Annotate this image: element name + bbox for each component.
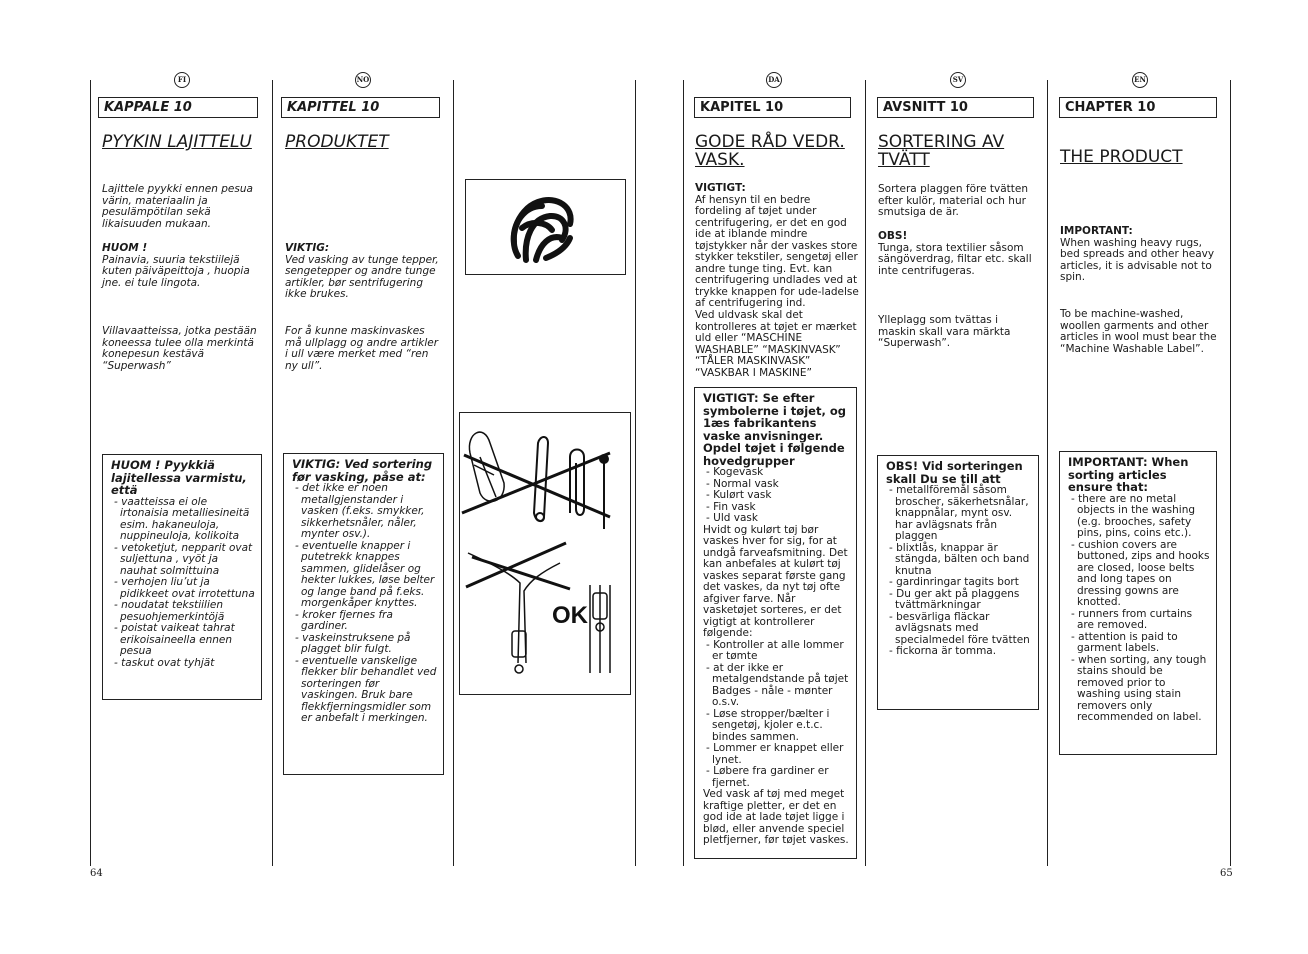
closed-zipper-icon xyxy=(590,585,610,673)
sorting-box-sv xyxy=(877,455,1039,710)
box-heading-fi: HUOM ! Pyykkiä lajitellessa varmistu, että xyxy=(111,458,247,497)
list-item: - kroker fjernes fra gardiner. xyxy=(292,610,437,633)
language-badge-en: EN xyxy=(1132,72,1148,88)
pin-icon xyxy=(600,455,608,529)
list-item: - cushion covers are buttoned, zips and hooks are closed, loose belts and long tapes on dressing gowns are knotted. xyxy=(1068,540,1210,609)
list-item: - fickorna är tomma. xyxy=(886,646,1032,658)
sorting-box-no xyxy=(283,453,444,775)
note-heading-da: VIGTIGT: xyxy=(695,182,746,194)
note-heading-sv: OBS! xyxy=(878,230,908,242)
divider-line xyxy=(635,80,636,866)
divider-line xyxy=(272,80,273,866)
wool-text-no: For å kunne maskinvaskes må ullplagg og andre artikler i ull være merket med “ren ny ull”. xyxy=(285,325,439,372)
chapter-heading-no: KAPITTEL 10 xyxy=(281,97,440,118)
chapter-heading-sv: AVSNITT 10 xyxy=(877,97,1034,118)
brooch-icon xyxy=(469,432,504,501)
note-sv xyxy=(878,231,1040,277)
list-item: - Fin vask xyxy=(703,502,850,514)
wool-text-da: Ved uldvask skal det kontrolleres at tøjet er mærket uld eller “MASCHINE WASHABLE” “MASKINVASK” “TÅLER MASKINVASK” “VASKBAR I MASKINE” xyxy=(695,309,857,379)
note-fi xyxy=(102,243,264,289)
note-text-sv: Tunga, stora textilier såsom sängöverdrag, filtar etc. skall inte centrifugeras. xyxy=(878,241,1032,277)
list-item: - there are no metal objects in the washing (e.g. brooches, safety pins, pins, coins etc.). xyxy=(1068,494,1210,540)
list-item: - Normal vask xyxy=(703,479,850,491)
list-item: - eventuelle vanskelige flekker blir behandlet ved sorteringen før vaskingen. Bruk bare flekkfjerningsmidler som er anbefalt i merkingen. xyxy=(292,656,437,725)
list-item: - vaatteissa ei ole irtonaisia metalliesineitä esim. hakaneuloja, nuppineuloja, kolikoita xyxy=(111,497,255,543)
list-item: - Uld vask xyxy=(703,513,850,525)
box-heading-sv: OBS! Vid sorteringen skall Du se till att xyxy=(886,459,1023,486)
box-closing-da: Ved vask af tøj med meget kraftige pletter, er det en god ide at lade tøjet ligge i blød, eller anvende speciel pletfjerner, før tøjet vaskes. xyxy=(703,788,849,846)
wool-text-sv: Ylleplagg som tvättas i maskin skall vara märkta “Superwash”. xyxy=(878,314,1011,349)
list-item: - attention is paid to garment labels. xyxy=(1068,632,1210,655)
sorting-box-da xyxy=(694,387,857,859)
section-title-sv: SORTERING AV TVÄTT xyxy=(878,132,1005,170)
intro-text-sv: Sortera plaggen före tvätten efter kulör, material och hur smutsiga de är. xyxy=(878,183,1028,218)
note-heading-fi: HUOM ! xyxy=(102,242,148,254)
list-item: - vetoketjut, nepparit ovat suljettuna , vyöt ja nauhat solmittuina xyxy=(111,543,255,578)
divider-line xyxy=(1230,80,1231,866)
language-badge-sv: SV xyxy=(950,72,966,88)
box-heading-no: VIKTIG: Ved sortering før vasking, påse at: xyxy=(292,457,433,484)
list-item: - taskut ovat tyhjät xyxy=(111,658,255,670)
chapter-heading-en: CHAPTER 10 xyxy=(1059,97,1217,118)
list-item: - Kulørt vask xyxy=(703,490,850,502)
chapter-heading-da: KAPITEL 10 xyxy=(694,97,851,118)
list-item: - vaskeinstruksene på plagget blir fulgt. xyxy=(292,633,437,656)
list-item: - metallföremål såsom broscher, säkerhetsnålar, knappnålar, mynt osv. har avlägsnats från plaggen xyxy=(886,485,1032,543)
box-paragraph-da: Hvidt og kulørt tøj bør vaskes hver for sig, for at undgå farveafsmitning. Det kan anbefales at kulørt tøj vaskes separat første gang det vaskes, da nyt tøj ofte afgiver farve. Når vasketøjet sorteres, er det vigtigt at kontrollerer følgende: xyxy=(703,523,848,639)
sorting-illustration-frame xyxy=(459,412,631,695)
wool-text-fi: Villavaatteissa, jotka pestään koneessa tulee olla merkintä konepesun kestävä “Superwash” xyxy=(102,325,257,372)
sorting-illustration xyxy=(460,413,630,694)
section-title-no: PRODUKTET xyxy=(285,132,389,152)
list-item: - det ikke er noen metallgjenstander i vasken (f.eks. smykker, sikkerhetsnåler, nåler, mynter osv.). xyxy=(292,483,437,541)
ok-label: OK xyxy=(552,602,588,629)
note-text-da: Af hensyn til en bedre fordeling af tøjet under centrifugering, er det en god ide at iblande mindre tøjstykker når der vaskes store stykker tekstiler, sengetøj eller andre tunge ting. Evt. kan centrifugering undlades ved at trykke knappen for ude-ladelse af centrifugering ind. xyxy=(695,193,859,309)
list-item: - Løbere fra gardiner er fjernet. xyxy=(703,766,850,789)
wool-text-en: To be machine-washed, woollen garments and other articles in wool must bear the “Machine Washable Label”. xyxy=(1060,308,1217,355)
list-item: - Løse stropper/bælter i sengetøj, kjoler e.t.c. bindes sammen. xyxy=(703,709,850,744)
divider-line xyxy=(865,80,866,866)
list-item: - at der ikke er metalgendstande på tøjet Badges - nåle - mønter o.s.v. xyxy=(703,663,850,709)
intro-text-fi: Lajittele pyykki ennen pesua värin, materiaalin ja pesulämpötilan sekä likaisuuden mukaan. xyxy=(102,183,253,230)
page-number-right: 65 xyxy=(1220,868,1233,879)
note-text-fi: Painavia, suuria tekstiilejä kuten päiväpeittoja , huopia jne. ei tule lingota. xyxy=(102,253,250,289)
sorting-box-en xyxy=(1059,451,1217,755)
divider-line xyxy=(683,80,684,866)
list-item: - verhojen liu’ut ja pidikkeet ovat irrotettuna xyxy=(111,577,255,600)
note-heading-en: IMPORTANT: xyxy=(1060,225,1133,237)
note-en xyxy=(1060,226,1222,284)
list-item: - noudatat tekstiilien pesuohjemerkintöjä xyxy=(111,600,255,623)
divider-line xyxy=(1047,80,1048,866)
section-title-da: GODE RÅD VEDR. VASK. xyxy=(695,132,845,170)
list-item: - besvärliga fläckar avlägsnats med specialmedel före tvätten xyxy=(886,612,1032,647)
divider-line xyxy=(90,80,91,866)
list-item: - Kontroller at alle lommer er tømte xyxy=(703,640,850,663)
list-item: - Kogevask xyxy=(703,467,850,479)
page-number-left: 64 xyxy=(90,868,103,879)
list-item: - runners from curtains are removed. xyxy=(1068,609,1210,632)
note-da xyxy=(695,183,859,310)
language-badge-no: NO xyxy=(355,72,371,88)
list-item: - Lommer er knappet eller lynet. xyxy=(703,743,850,766)
list-item: - blixtlås, knappar är stängda, bälten och band knutna xyxy=(886,543,1032,578)
box-heading-en: IMPORTANT: When sorting articles ensure that: xyxy=(1068,455,1189,494)
box-heading-da: VIGTIGT: Se efter symbolerne i tøjet, og 1æs fabrikantens vaske anvisninger. Opdel tøjet i følgende hovedgrupper xyxy=(703,391,846,468)
sorting-box-fi xyxy=(102,454,262,700)
note-heading-no: VIKTIG: xyxy=(285,242,330,254)
note-text-en: When washing heavy rugs, bed spreads and other heavy articles, it is advisable not to spin. xyxy=(1060,236,1215,283)
section-title-fi: PYYKIN LAJITTELU xyxy=(102,132,252,152)
list-item: - poistat vaikeat tahrat erikoisaineella ennen pesua xyxy=(111,623,255,658)
list-item: - eventuelle knapper i putetrekk knappes sammen, glidelåser og hekter lukkes, løse belter og lange band på f.eks. morgenkåper knyttes. xyxy=(292,541,437,610)
list-item: - when sorting, any tough stains should be removed prior to washing using stain removers only recommended on label. xyxy=(1068,655,1210,724)
note-text-no: Ved vasking av tunge tepper, sengetepper og andre tunge artikler, bør sentrifugering ikke brukes. xyxy=(285,253,439,300)
language-badge-da: DA xyxy=(766,72,782,88)
list-item: - gardinringar tagits bort xyxy=(886,577,1032,589)
divider-line xyxy=(453,80,454,866)
language-badge-fi: FI xyxy=(174,72,190,88)
wool-symbol-icon xyxy=(466,180,625,274)
chapter-heading-fi: KAPPALE 10 xyxy=(98,97,258,118)
wool-symbol-frame xyxy=(465,179,626,275)
section-title-en: THE PRODUCT xyxy=(1060,147,1183,167)
list-item: - Du ger akt på plaggens tvättmärkningar xyxy=(886,589,1032,612)
note-no xyxy=(285,243,441,301)
